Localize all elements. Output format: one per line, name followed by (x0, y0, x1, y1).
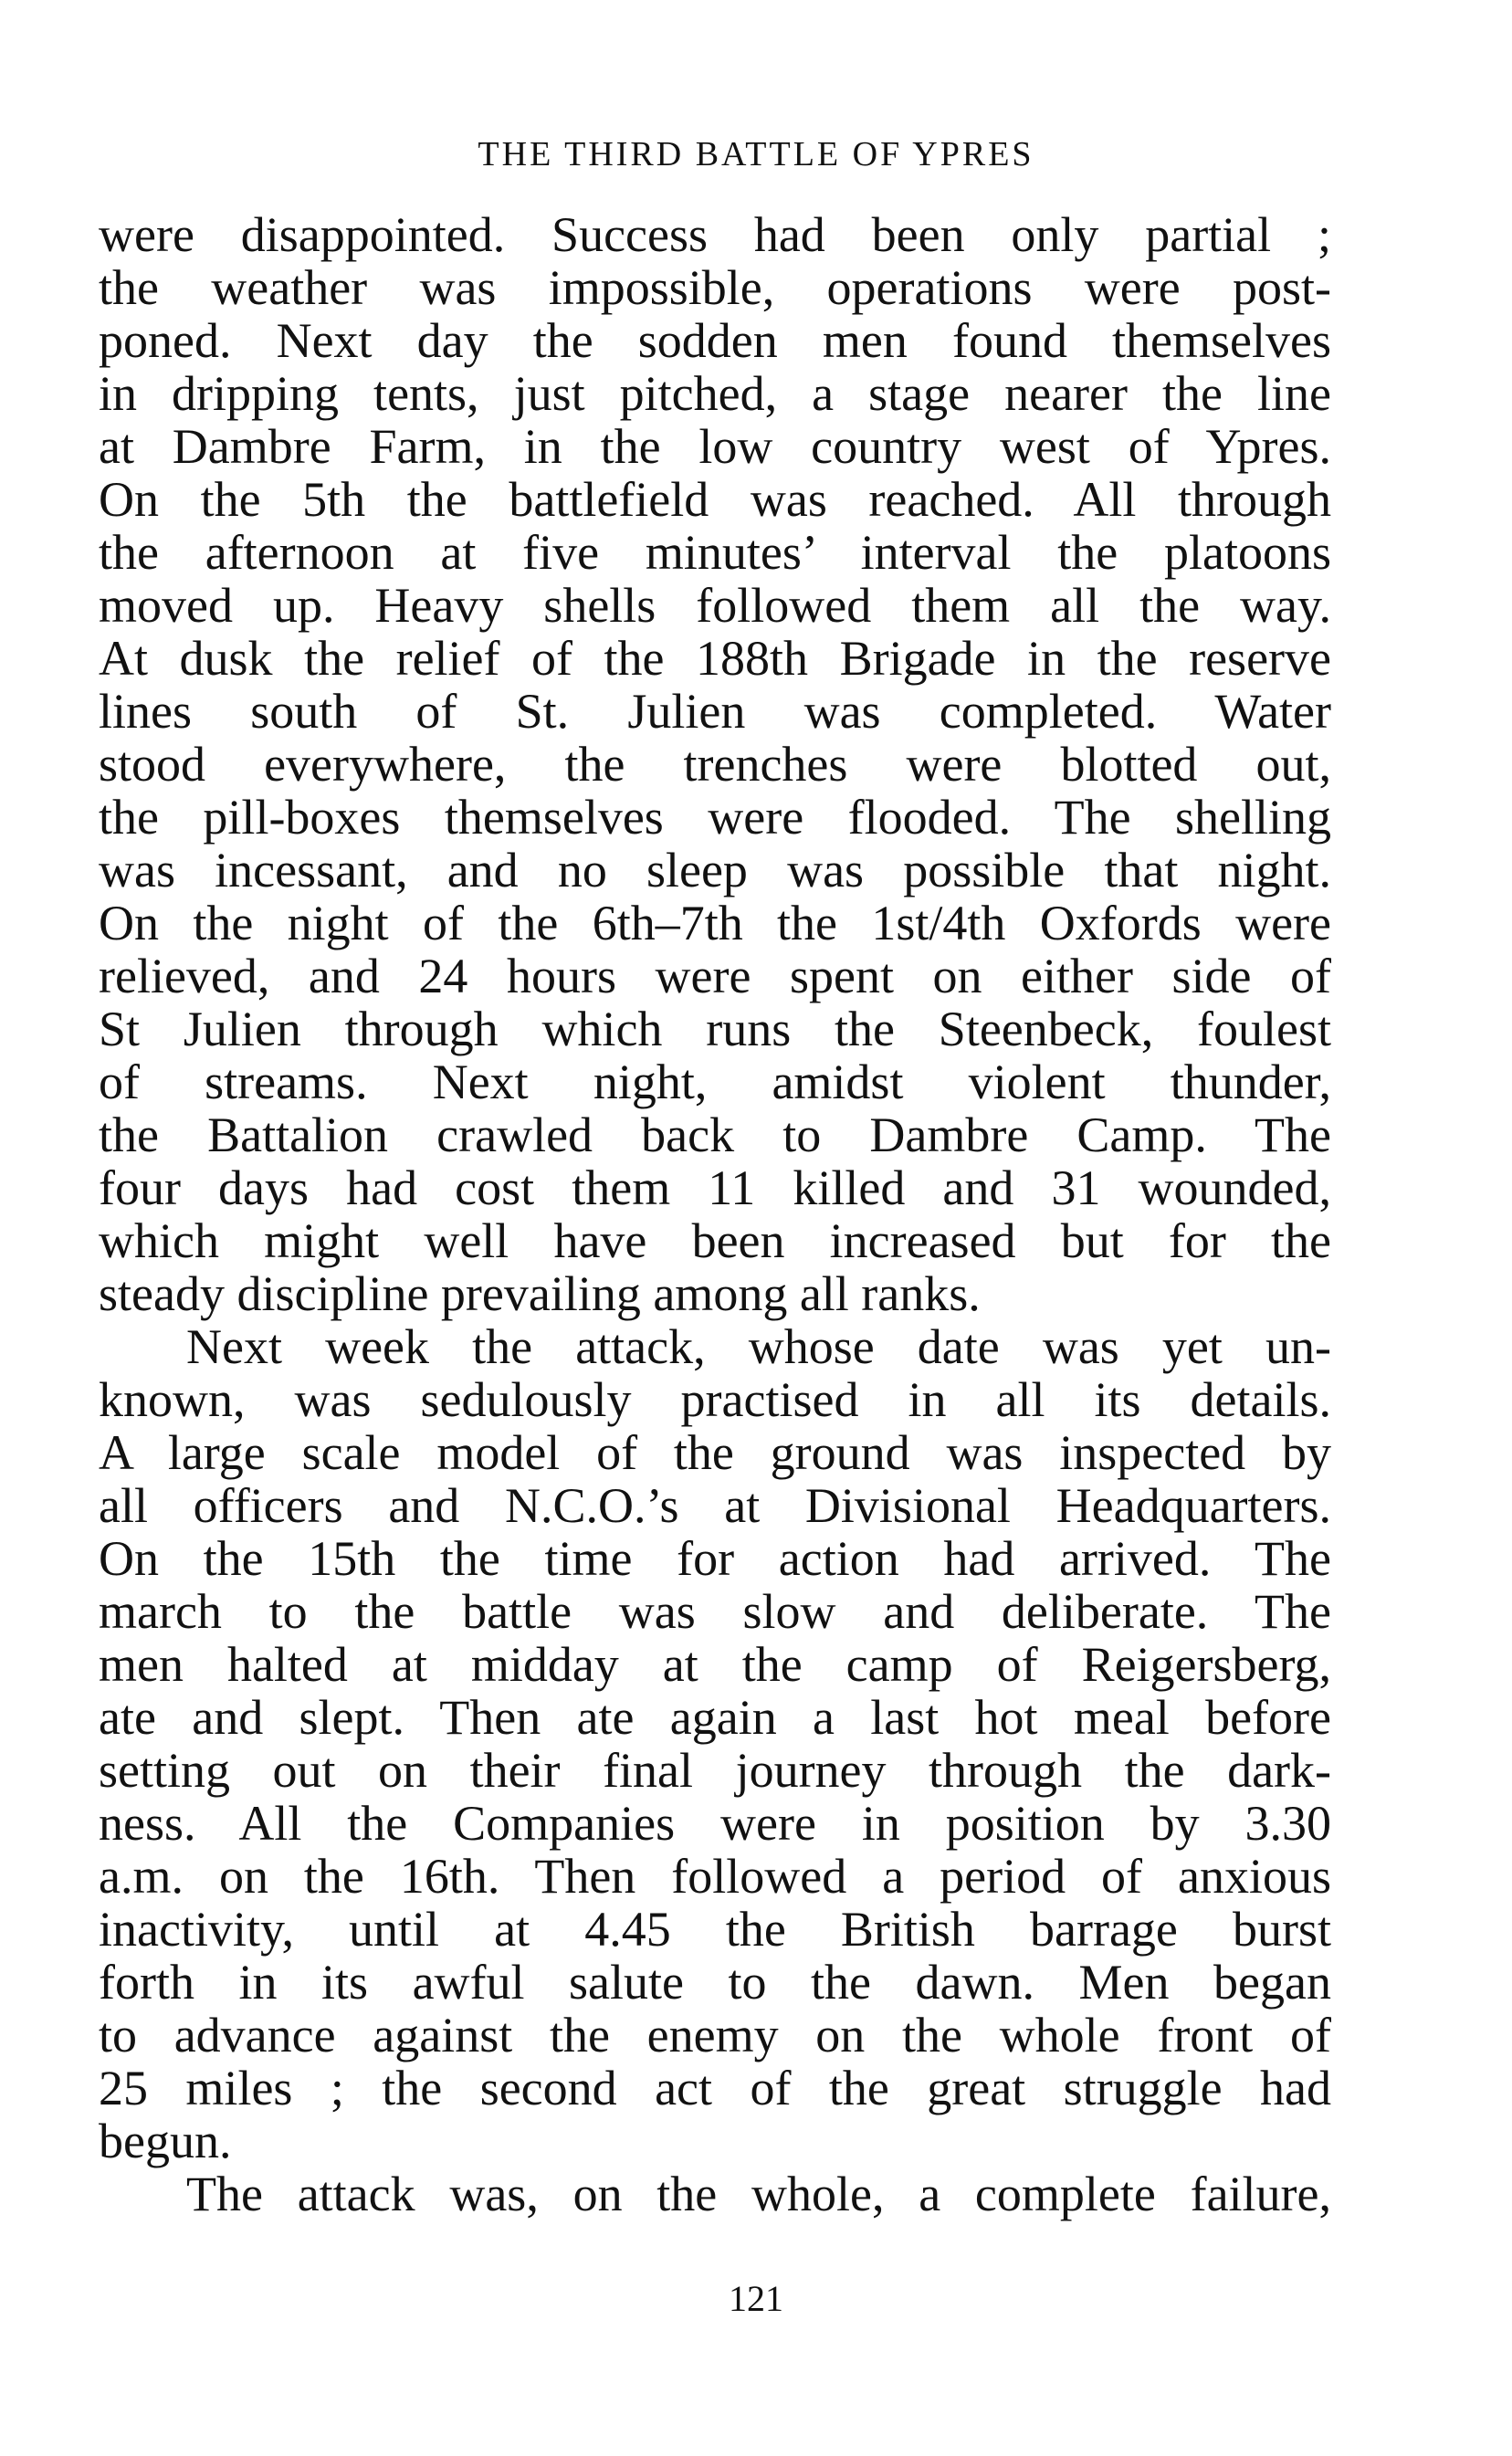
text-line: all officers and N.C.O.’s at Divisional Headquarters. (99, 1478, 1331, 1533)
paragraph-start-line: Next week the attack, whose date was yet un- (186, 1319, 1331, 1374)
text-line: St Julien through which runs the Steenbeck, foulest (99, 1002, 1331, 1056)
text-line: known, was sedulously practised in all its details. (99, 1372, 1331, 1427)
text-line: were disappointed. Success had been only partial ; (99, 207, 1331, 262)
text-line: stood everywhere, the trenches were blotted out, (99, 737, 1331, 792)
text-line: moved up. Heavy shells followed them all the way. (99, 578, 1331, 633)
text-line: ness. All the Companies were in position by 3.30 (99, 1796, 1331, 1851)
paragraph-start-line: The attack was, on the whole, a complete failure, (186, 2167, 1331, 2221)
text-line: relieved, and 24 hours were spent on either side of (99, 949, 1331, 1003)
text-line: the weather was impossible, operations were post- (99, 260, 1331, 315)
text-line: march to the battle was slow and deliberate. The (99, 1584, 1331, 1639)
text-line: forth in its awful salute to the dawn. Men began (99, 1955, 1331, 2010)
text-line: At dusk the relief of the 188th Brigade in the reserve (99, 631, 1331, 686)
text-line: On the 5th the battlefield was reached. All through (99, 472, 1331, 527)
text-line: at Dambre Farm, in the low country west of Ypres. (99, 419, 1331, 474)
page-number: 121 (729, 2278, 783, 2319)
text-line: lines south of St. Julien was completed. Water (99, 684, 1331, 739)
text-line: men halted at midday at the camp of Reigersberg, (99, 1637, 1331, 1692)
paragraph-end-line: begun. (99, 2114, 232, 2168)
paragraph-end-line: steady discipline prevailing among all ranks. (99, 1266, 981, 1321)
body-text (99, 208, 1331, 2220)
text-line: setting out on their final journey through the dark- (99, 1743, 1331, 1798)
text-line: the afternoon at five minutes’ interval the platoons (99, 525, 1331, 580)
text-line: the Battalion crawled back to Dambre Camp. The (99, 1107, 1331, 1162)
text-line: was incessant, and no sleep was possible that night. (99, 843, 1331, 897)
text-line: inactivity, until at 4.45 the British barrage burst (99, 1902, 1331, 1957)
text-line: the pill-boxes themselves were flooded. The shelling (99, 790, 1331, 845)
text-line: ate and slept. Then ate again a last hot meal before (99, 1690, 1331, 1745)
text-line: poned. Next day the sodden men found themselves (99, 313, 1331, 368)
text-line: On the night of the 6th–7th the 1st/4th Oxfords were (99, 896, 1331, 950)
text-line: which might well have been increased but for the (99, 1213, 1331, 1268)
text-line: of streams. Next night, amidst violent thunder, (99, 1055, 1331, 1109)
text-line: On the 15th the time for action had arrived. The (99, 1531, 1331, 1586)
text-line: a.m. on the 16th. Then followed a period of anxious (99, 1849, 1331, 1904)
text-line: to advance against the enemy on the whole front of (99, 2008, 1331, 2062)
text-line: in dripping tents, just pitched, a stage nearer the line (99, 366, 1331, 421)
text-line: A large scale model of the ground was inspected by (99, 1425, 1331, 1480)
running-head: THE THIRD BATTLE OF YPRES (478, 135, 1034, 173)
text-line: four days had cost them 11 killed and 31 wounded, (99, 1160, 1331, 1215)
text-line: 25 miles ; the second act of the great struggle had (99, 2061, 1331, 2115)
